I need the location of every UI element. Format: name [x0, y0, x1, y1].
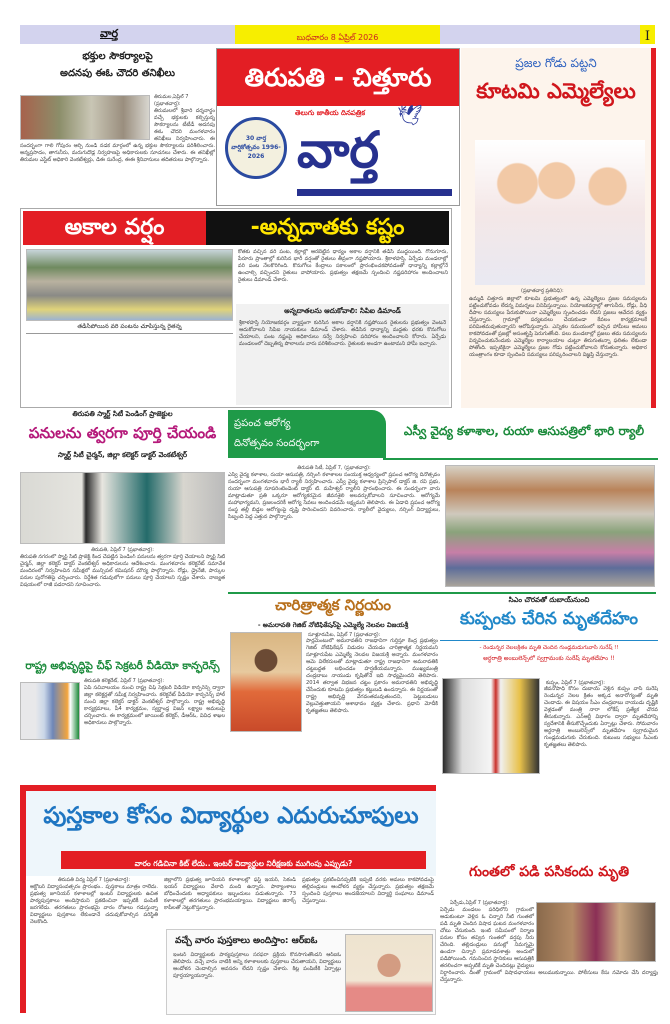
smartcity-dateline: తిరుపతి, ఏప్రిల్ 7 (ప్రభాతవార్త): [91, 547, 154, 553]
health-green-box [228, 410, 386, 458]
header-date: బుధవారం 8 ఏప్రిల్ 2026 [296, 33, 379, 42]
header-page-label: I [644, 29, 651, 44]
edition-title: తిరుపతి - చిత్తూరు [244, 63, 432, 92]
rain-headline-black-box [206, 211, 449, 245]
header-page-box [640, 25, 655, 44]
story-ttd-body: తిరుమల,ఏప్రిల్ 7 (ప్రభాతవార్త): తిరుమలలో శ్రీవారి దర్శనార్థం వచ్చే భక్తులకు కల్పిస్తున్న సౌకర్యాలను టీటీడీ అదనపు ఈఓ చౌదరి మంగళవారం తనిఖీలు నిర్వహించారు. ఈ సందర్భంగా గాలి గోపురం ఆర్చి నుండి నడక మార్గంలో ఉన్న భక్తుల సౌకర్యాలను పరిశీలించారు. అన్నప్రసాదం, తాగునీరు, మరుగుదొడ్ల నిర్వహణపై అధికారులకు సూచనలు చేశారు. ఈ తనిఖీల్లో తిరుమల ఎస్టేట్ అధికారి వెంకటేశ్వర్లు, డిఈ సురేంద్ర, ఈఈ శ్రీనివాసులు తదితరులు పాల్గొన్నారు. [20, 94, 215, 163]
baby-dateline: ఏర్పేడు,ఏప్రిల్ 7 (ప్రభాతవార్త): [450, 900, 510, 906]
logo-underline [297, 189, 452, 196]
amaravati-subhead: - అమరావతి గెజిట్ నోటిఫికేషన్‌పై ఎమ్మెల్యే నెలవల విజయశ్రీ [257, 621, 409, 629]
baby-headline: గుంతలో పడి పసికందు మృతి [468, 864, 630, 880]
story-baby [440, 864, 658, 1014]
story-mla-headline: కూటమి ఎమ్మెల్యేలు [476, 79, 636, 103]
smartcity-kicker: తిరుపతి స్మార్ట్ సిటీ పెండింగ్ ప్రాజెక్టుల [72, 410, 173, 418]
cpi-box [236, 304, 449, 405]
story-mla [461, 48, 656, 408]
health-rule [383, 458, 658, 460]
smartcity-photo [20, 472, 225, 544]
amaravati-dateline: సూళ్లూరుపేట, ఏప్రిల్ 7 (ప్రభాతవార్త): [308, 632, 381, 638]
story-health [228, 410, 660, 590]
kuppam-sub-2: అర్ధరాత్రి అంబులెన్స్‌లో స్వగ్రామంకు సురేష్ మృతదేహం !! [483, 655, 615, 662]
rio-box-body: ఇంటర్ విద్యార్థులకు పాఠ్యపుస్తకాలు సరఫరా ప్రక్రియ కొనసాగుతోందని ఆర్ఐఓ తెలిపారు. వచ్చే వారం నాటికి అన్ని కళాశాలలకు పుస్తకాలు చేరుతాయని, విద్యార్థులు ఆందోళన చెందాల్సిన అవసరం లేదని స్పష్టం చేశారు. కిట్ల పంపిణీకి ఏర్పాట్లు పూర్తయ్యాయన్నారు. [173, 952, 341, 979]
health-headline: ఎస్వీ వైద్య కళాశాల, రుయా ఆసుపత్రిలో భారి ర్యాలీ [403, 424, 645, 438]
story-mla-dateline: (ప్రభాతవార్త ప్రతినిధి): [521, 288, 564, 294]
story-rain [20, 208, 452, 408]
story-ttd-headline-1: భక్తుల సౌకర్యాలపై [82, 51, 153, 62]
story-books [20, 785, 436, 1013]
books-subhead-bar [61, 851, 426, 869]
masthead [216, 48, 460, 206]
rio-box-title: వచ్చే వారం పుస్తకాలు అందిస్తాం: ఆర్ఐఓ [175, 936, 318, 946]
story-ttd-text: తిరుమలలో శ్రీవారి దర్శనార్థం వచ్చే భక్తులకు కల్పిస్తున్న సౌకర్యాలను టీటీడీ అదనపు ఈఓ చౌదరి మంగళవారం తనిఖీలు నిర్వహించారు. ఈ సందర్భంగా గాలి గోపురం ఆర్చి నుండి నడక మార్గంలో ఉన్న భక్తుల సౌకర్యాలను పరిశీలించారు. అన్నప్రసాదం, తాగునీరు, మరుగుదొడ్ల నిర్వహణపై అధికారులకు సూచనలు చేశారు. ఈ తనిఖీల్లో తిరుమల ఎస్టేట్ అధికారి వెంకటేశ్వర్లు, డిఈ సురేంద్ర, ఈఈ శ్రీనివాసులు తదితరులు పాల్గొన్నారు. [20, 108, 215, 163]
books-body-col-1: అక్టోబర్ విద్యాసంవత్సరం ప్రారంభం.. పుస్తకాలు మాత్రం రాలేదు. ప్రభుత్వ జూనియర్ కళాశాలల్లో ఇంటర్ విద్యార్థులకు ఉచిత పాఠ్యపుస్తకాలు అందిస్తామని ప్రకటించినా ఇప్పటికీ పంపిణీ జరగలేదు. తరగతులు ప్రారంభమై వారం రోజులు గడుస్తున్నా విద్యార్థులు పుస్తకాలు లేకుండానే చదువుకోవాల్సిన పరిస్థితి నెలకొంది. [30, 884, 158, 925]
masthead-tagline: తెలుగు జాతీయ దినపత్రిక [295, 109, 365, 117]
edition-banner [217, 49, 459, 106]
story-rain-body: కోతకు వచ్చిన వరి పంట, కల్లాల్లో ఆరబెట్టిన ధాన్యం అకాల వర్షానికి తడిసి ముద్దయింది. గోనుగూరు, పేరూరు ప్రాంతాల్లో కురిసిన భారీ వర్షంతో రైతులు తీవ్రంగా నష్టపోయారు. శ్రీకాళహస్తి, ఏర్పేడు మండలాల్లో వరి పంట నేలకొరిగింది. కొనుగోలు కేంద్రాలు సకాలంలో ప్రారంభించకపోవడంతో ధాన్యాన్ని కల్లాల్లోనే ఉంచాల్సి వచ్చిందని రైతులు వాపోయారు. ప్రభుత్వం తక్షణమే స్పందించి నష్టపరిహారం అందించాలని రైతులు డిమాండ్ చేశారు. [238, 249, 448, 283]
health-body: ఎస్వీ వైద్య కళాశాల, రుయా ఆసుపత్రి, నర్సింగ్ కళాశాలల సంయుక్త ఆధ్వర్యంలో ప్రపంచ ఆరోగ్య దినోత్సవం సందర్భంగా మంగళవారం భారీ ర్యాలీ నిర్వహించారు. ఎస్వీ వైద్య కళాశాల ప్రిన్సిపాల్ డాక్టర్ జి. రవి ప్రభు, రుయా ఆసుపత్రి సూపరింటెండెంట్ డాక్టర్ టి. మహేశ్వర్ ర్యాలీని ప్రారంభించారు. ఈ సందర్భంగా వారు మాట్లాడుతూ ప్రతి ఒక్కరూ ఆరోగ్యకరమైన జీవనశైలి అలవర్చుకోవాలని సూచించారు. ఆరోగ్యమే మహాభాగ్యమని, ప్రజలందరికీ ఆరోగ్య సేవలు అందించడమే లక్ష్యమని తెలిపారు. ఈ ఏడాది ప్రపంచ ఆరోగ్య సంస్థ తల్లీ బిడ్డల ఆరోగ్యంపై దృష్టి సారించిందని వివరించారు. ర్యాలీలో వైద్యులు, నర్సింగ్ విద్యార్థులు, సిబ్బంది పెద్ద ఎత్తున పాల్గొన్నారు. [228, 472, 440, 520]
cs-dateline: తిరుపతి కలెక్టరేట్, ఏప్రిల్ 7 (ప్రభాతవార్త): [84, 678, 165, 684]
rain-headline-red-box [23, 211, 206, 245]
amaravati-headline: చారిత్రాత్మక నిర్ణయం [274, 596, 391, 614]
story-kuppam [440, 596, 658, 860]
header-date-box [235, 25, 440, 44]
rain-headline-black: -అన్నదాతకు కష్టం [250, 215, 405, 240]
kuppam-headline: కుప్పంకు చేరిన మృతదేహం [459, 609, 639, 629]
story-mla-body: ఉమ్మడి చిత్తూరు జిల్లాలో కూటమి ప్రభుత్వంలో ఉన్న ఎమ్మెల్యేలు ప్రజల సమస్యలను పట్టించుకోవడం లేదన్న విమర్శలు వినిపిస్తున్నాయి. నియోజకవర్గాల్లో తాగునీరు, రోడ్లు, వీధి దీపాల సమస్యలు పేరుకుపోయినా ఎమ్మెల్యేలు స్పందించడం లేదని ప్రజలు ఆవేదన వ్యక్తం చేస్తున్నారు. గ్రామాల్లో పర్యటనలు చేయకుండా కేవలం కార్యక్రమాలకే పరిమితమవుతున్నారని ఆరోపిస్తున్నారు. ఎన్నికల సమయంలో ఇచ్చిన హామీలు అమలు కాకపోవడంతో ప్రజల్లో అసంతృప్తి పెరుగుతోంది. పలు మండలాల్లో ప్రజలు తమ సమస్యలను విన్నవించుకునేందుకు ఎమ్మెల్యేల కార్యాలయాల చుట్టూ తిరుగుతున్నా ఫలితం లేకుండా పోతోంది. ఇప్పటికైనా ఎమ్మెల్యేలు ప్రజల గోడు పట్టించుకోవాలని కోరుతున్నారు. అధికార యంత్రాంగం కూడా స్పందించి సమస్యలు పరిష్కరించాలని విజ్ఞప్తి చేస్తున్నారు. [469, 296, 647, 358]
page-header [20, 25, 655, 44]
books-body-col-3: ప్రభుత్వం ప్రకటించినప్పటికీ ఇప్పటి వరకు అమలు కాకపోవడంపై తల్లిదండ్రులు ఆందోళన వ్యక్తం చేస్తున్నారు. ప్రభుత్వం తక్షణమే స్పందించి పుస్తకాలు అందజేయాలని విద్యార్థి సంఘాలు డిమాండ్ చేస్తున్నాయి. [302, 877, 434, 904]
masthead-logo: వార్త [297, 121, 380, 179]
story-smartcity [20, 410, 225, 660]
smartcity-subhead: స్మార్ట్ సిటీ చైర్మన్, జిల్లా కలెక్టర్ డాక్టర్ వెంకటేశ్వర్ [57, 451, 188, 459]
smartcity-headline: పనులను త్వరగా పూర్తి చేయండి [28, 424, 217, 442]
books-dateline: తిరుపతి విద్య ఏప్రిల్ 7 (ప్రభాతవార్త): [57, 877, 131, 883]
story-cs [20, 660, 225, 780]
story-rain-photo [26, 249, 233, 321]
smartcity-body: తిరుపతి నగరంలో స్మార్ట్ సిటీ ప్రాజెక్ట్ కింద చేపట్టిన పెండింగ్ పనులను త్వరగా పూర్తి చేయాలని స్మార్ట్ సిటీ చైర్మన్, జిల్లా కలెక్టర్ డాక్టర్ వెంకటేశ్వర్ అధికారులను ఆదేశించారు. మంగళవారం కలెక్టరేట్ సమావేశ మందిరంలో నిర్వహించిన సమీక్షలో మున్సిపల్ కమిషనర్ మౌర్య పాల్గొన్నారు. రోడ్లు, డ్రైనేజీ, పార్కుల పనుల పురోగతిపై చర్చించారు. నిర్దేశిత గడువులోగా పనులు పూర్తి చేయాలని స్పష్టం చేశారు. నాణ్యత విషయంలో రాజీ పడరాదని సూచించారు. [20, 554, 225, 588]
story-mla-cartoon [475, 140, 645, 285]
books-subhead: వారం గడిచినా కిట్ లేదు.. ఇంటర్ విద్యార్థుల నిరీక్షణకు ముగింపు ఎప్పుడు? [134, 859, 353, 868]
cs-body: ఏపీ సచివాలయం నుంచి రాష్ట్ర చీఫ్ సెక్రటరీ వీడియో కాన్ఫరెన్స్ ద్వారా జిల్లా కలెక్టర్లతో సమీక్ష నిర్వహించారు. కలెక్టరేట్ వీడియో కాన్ఫరెన్స్ హాల్ నుంచి జిల్లా కలెక్టర్ డాక్టర్ వెంకటేశ్వర్ పాల్గొన్నారు. రాష్ట్ర అభివృద్ధి కార్యక్రమాలు, పీ4 కార్యక్రమం, స్వర్ణాంధ్ర విజన్ లక్ష్యాల అమలుపై చర్చించారు. ఈ కార్యక్రమంలో జాయింట్ కలెక్టర్, డీఆర్ఓ, వివిధ శాఖల అధికారులు పాల్గొన్నారు. [84, 685, 225, 726]
story-mla-kicker: ప్రజల గోడు పట్టని [515, 56, 597, 70]
anniversary-text: 30 వార్త వార్షికోత్సవం 1996-2026 [231, 135, 281, 160]
story-rain-photo-caption: తడిసిపోయిన వరి పంటను చూపిస్తున్న రైతన్న [26, 323, 233, 334]
anniversary-seal [225, 117, 287, 179]
health-photo [445, 465, 655, 587]
cs-headline: రాష్ట్ర అభివృద్ధిపై చీఫ్ సెక్రటరీ వీడియో కాన్ఫరెన్స్ [25, 660, 220, 672]
rain-headline-red: అకాల వర్షం [64, 215, 165, 240]
health-divider [228, 592, 656, 594]
health-box-line-2: దినోత్సవం సందర్భంగా [234, 438, 320, 449]
books-body-col-2: జిల్లాలోని ప్రభుత్వ జూనియర్ కళాశాలల్లో ఫస్ట్ ఇయర్, సెకండ్ ఇయర్ విద్యార్థులు వేలాది మంది ఉన్నారు. పాఠ్యాంశాలు బోధించేందుకు అధ్యాపకులు ఇబ్బందులు పడుతున్నారు. 73 కళాశాలల్లో తరగతులు ప్రారంభమయ్యాయి. విద్యార్థులు జిరాక్స్ కాపీలతో నెట్టుకొస్తున్నారు. [164, 877, 296, 911]
story-ttd-headline-2: అదనపు ఈఓ చౌదరి తనిఖీలు [60, 68, 175, 79]
health-box-line-1: ప్రపంచ ఆరోగ్య [234, 418, 291, 429]
kuppam-body: జీవనోపాధి కోసం దుబాయ్ వెళ్లిన కుప్పం వాసి సురేష్ రెండున్నర నెలల క్రితం అక్కడ అనారోగ్యంతో మృతి చెందాడు. ఈ విషయం సీఎం చంద్రబాబు నాయుడు దృష్టికి వెళ్లడంతో మంత్రి నారా లోకేష్ ప్రత్యేక చొరవ తీసుకున్నారు. ఎన్ఆర్టీ విభాగం ద్వారా మృతదేహాన్ని స్వదేశానికి తీసుకొచ్చేందుకు ఏర్పాట్లు చేశారు. సోమవారం అర్ధరాత్రి అంబులెన్స్‌లో మృతదేహం స్వగ్రామమైన గుండ్లమడుగుకు చేరుకుంది. కుటుంబ సభ్యులు సీఎంకు కృతజ్ఞతలు తెలిపారు. [544, 686, 658, 748]
story-ttd [20, 50, 215, 205]
kuppam-sub-1: - రెండున్నర నెలలక్రితం మృతి చెందిన గుండ్లమడుగువాసి సురేష్ !! [440, 640, 658, 652]
kuppam-kicker: సిఎం చొరవతో దుబాయ్‌నుంచి [508, 596, 590, 604]
dove-icon: 🕊 [397, 103, 423, 127]
books-headline: పుస్తకాల కోసం విద్యార్థుల ఎదురుచూపులు [43, 803, 419, 829]
header-paper-name: వార్త [100, 27, 119, 40]
rio-photo [345, 934, 433, 1012]
health-dateline: తిరుపతి సిటీ, ఏప్రిల్ 7, (ప్రభాతవార్త): [297, 465, 371, 471]
baby-body: ఏర్పేడు మండలం పరిధిలోని గ్రామంలో ఆడుకుంటూ వెళ్లిన ఓ చిన్నారి నీటి గుంతలో పడి మృతి చెందిన విషాద ఘటన మంగళవారం చోటు చేసుకుంది. ఇంటి సమీపంలో నిర్మాణ పనుల కోసం తవ్విన గుంతలో వర్షపు నీరు చేరింది. తల్లిదండ్రులు పనుల్లో నిమగ్నమై ఉండగా చిన్నారి ప్రమాదవశాత్తు అందులో పడిపోయింది. గమనించిన స్థానికులు ఆసుపత్రికి తరలించగా అప్పటికే మృతి చెందినట్లు వైద్యులు నిర్ధారించారు. దీంతో గ్రామంలో విషాదఛాయలు అలుముకున్నాయి. పోలీసులు కేసు నమోదు చేసి దర్యాప్తు చేస్తున్నారు. [440, 907, 658, 983]
cs-photo [20, 682, 80, 740]
cpi-box-title: అన్నదాతలను ఆదుకోవాలి: సిపిఐ డిమాండ్ [284, 307, 401, 315]
amaravati-body: పార్లమెంటులో అమరావతిని రాజధానిగా గుర్తిస్తూ కేంద్ర ప్రభుత్వం గెజిట్ నోటిఫికేషన్ విడుదల చేయడం చారిత్రాత్మక నిర్ణయమని సూళ్లూరుపేట ఎమ్మెల్యే నెలవల విజయశ్రీ అన్నారు. మంగళవారం ఆమె విలేకరులతో మాట్లాడుతూ రాష్ట్ర రాజధానిగా అమరావతికి చట్టబద్ధత లభించడం హర్షణీయమన్నారు. ముఖ్యమంత్రి చంద్రబాబు నాయుడు కృషితోనే ఇది సాధ్యమైందని తెలిపారు. 2014 తర్వాత విభజన చట్టం ప్రకారం అమరావతిని అభివృద్ధి చేసేందుకు కూటమి ప్రభుత్వం కట్టుబడి ఉందన్నారు. ఈ నిర్ణయంతో రాష్ట్ర అభివృద్ధి వేగవంతమవుతుందని, పెట్టుబడులు వెల్లువెత్తుతాయని ఆశాభావం వ్యక్తం చేశారు. ప్రధాని మోదీకి కృతజ్ఞతలు తెలిపారు. [306, 638, 438, 714]
cpi-box-body: శ్రీకాళహస్తి నియోజకవర్గం వ్యాప్తంగా కురిసిన అకాల వర్షానికి నష్టపోయిన రైతులను ప్రభుత్వం వెంటనే ఆదుకోవాలని సిపిఐ నాయకులు డిమాండ్ చేశారు. తడిసిన ధాన్యాన్ని మద్దతు ధరకు కొనుగోలు చేయాలని, పంట నష్టంపై అధికారులు సర్వే నిర్వహించి పరిహారం అందించాలని కోరారు. ఏర్పేడు మండలంలో దెబ్బతిన్న పొలాలను వారు పరిశీలించారు. రైతులకు అండగా ఉంటామని హామీ ఇచ్చారు. [239, 320, 446, 347]
story-amaravati [228, 596, 438, 781]
rio-box [166, 929, 436, 1015]
kuppam-dateline: కుప్పం, ఏప్రిల్ 7 (ప్రభాతవార్త): [546, 680, 605, 686]
